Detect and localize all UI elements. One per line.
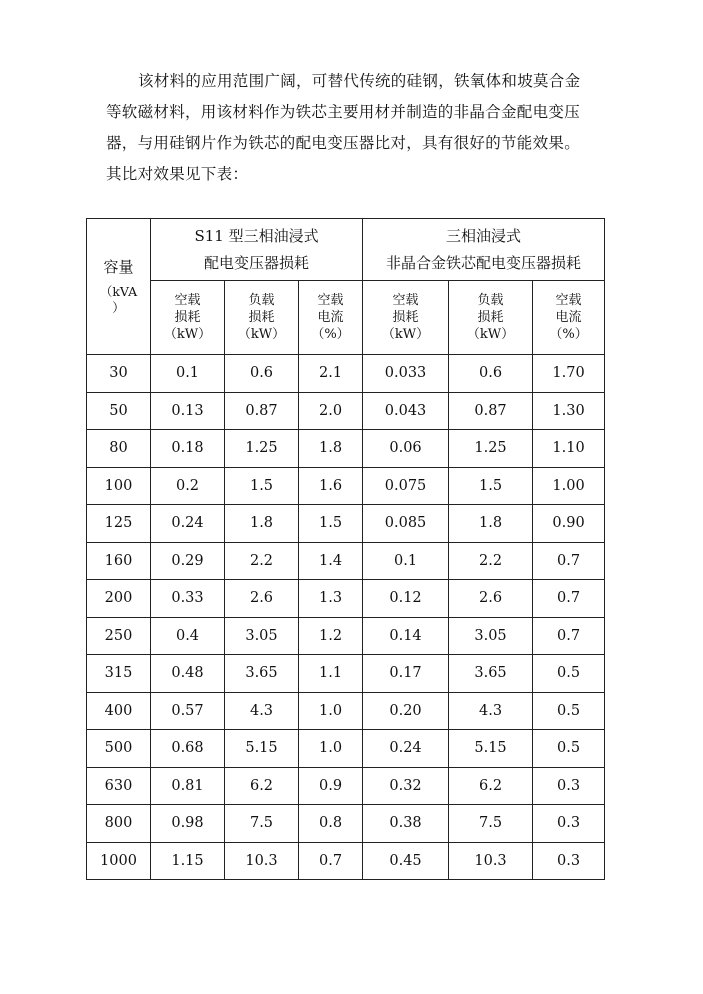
table-row (87, 617, 605, 655)
value-cell: 0.13 (151, 392, 225, 430)
value-cell: 1.0 (299, 730, 363, 768)
amorphous-group-line2: 非晶合金铁芯配电变压器损耗 (386, 253, 582, 272)
table-body (87, 355, 605, 880)
capacity-unit-line1: （kVA (99, 283, 138, 299)
sub-header-line2: 损耗 (174, 310, 201, 325)
value-cell: 0.1 (363, 542, 449, 580)
amorphous-group-header (363, 219, 605, 281)
value-cell: 1.25 (225, 430, 299, 468)
capacity-cell: 315 (87, 655, 151, 693)
value-cell: 1.8 (449, 505, 533, 543)
sub-header-cell (151, 281, 225, 355)
value-cell: 0.033 (363, 355, 449, 393)
capacity-cell: 400 (87, 692, 151, 730)
capacity-cell: 200 (87, 580, 151, 618)
intro-paragraph (106, 66, 590, 190)
value-cell: 1.8 (299, 430, 363, 468)
table-row (87, 505, 605, 543)
sub-header-cell (225, 281, 299, 355)
capacity-cell: 500 (87, 730, 151, 768)
value-cell: 1.6 (299, 467, 363, 505)
intro-paragraph-text: 该材料的应用范围广阔，可替代传统的硅钢，铁氧体和坡莫合金等软磁材料，用该材料作为铁芯主要用材并制造的非晶合金配电变压器，与用硅钢片作为铁芯的配电变压器比对，具有很好的节能效果。其比对效果见下表： (106, 72, 581, 183)
value-cell: 0.043 (363, 392, 449, 430)
value-cell: 0.32 (363, 767, 449, 805)
value-cell: 1.1 (299, 655, 363, 693)
value-cell: 0.29 (151, 542, 225, 580)
table-row (87, 767, 605, 805)
sub-header-line3: （kW） (381, 327, 430, 342)
value-cell: 0.6 (225, 355, 299, 393)
capacity-label: 容量 (103, 257, 134, 276)
value-cell: 0.12 (363, 580, 449, 618)
value-cell: 0.6 (449, 355, 533, 393)
value-cell: 0.7 (533, 580, 605, 618)
value-cell: 0.7 (299, 842, 363, 880)
value-cell: 4.3 (449, 692, 533, 730)
value-cell: 1.3 (299, 580, 363, 618)
value-cell: 5.15 (449, 730, 533, 768)
table-row (87, 392, 605, 430)
value-cell: 2.2 (449, 542, 533, 580)
value-cell: 1.5 (299, 505, 363, 543)
capacity-cell: 800 (87, 805, 151, 843)
value-cell: 0.45 (363, 842, 449, 880)
table-row (87, 805, 605, 843)
sub-header-line2: 电流 (317, 310, 344, 325)
value-cell: 0.24 (363, 730, 449, 768)
value-cell: 3.65 (449, 655, 533, 693)
value-cell: 0.5 (533, 692, 605, 730)
value-cell: 0.38 (363, 805, 449, 843)
value-cell: 7.5 (449, 805, 533, 843)
value-cell: 1.30 (533, 392, 605, 430)
capacity-cell: 630 (87, 767, 151, 805)
value-cell: 0.81 (151, 767, 225, 805)
value-cell: 0.33 (151, 580, 225, 618)
sub-header-line1: 空载 (392, 293, 419, 308)
value-cell: 0.48 (151, 655, 225, 693)
sub-header-line2: 损耗 (392, 310, 419, 325)
value-cell: 0.98 (151, 805, 225, 843)
s11-group-line2: 配电变压器损耗 (204, 253, 310, 272)
value-cell: 5.15 (225, 730, 299, 768)
capacity-cell: 160 (87, 542, 151, 580)
value-cell: 3.65 (225, 655, 299, 693)
value-cell: 1.25 (449, 430, 533, 468)
sub-header-line1: 空载 (317, 293, 344, 308)
value-cell: 0.5 (533, 655, 605, 693)
value-cell: 1.4 (299, 542, 363, 580)
capacity-cell: 250 (87, 617, 151, 655)
sub-header-line3: （%） (549, 327, 588, 342)
value-cell: 0.3 (533, 767, 605, 805)
sub-header-line1: 空载 (174, 293, 201, 308)
sub-header-line3: （kW） (237, 327, 286, 342)
value-cell: 0.06 (363, 430, 449, 468)
value-cell: 1.2 (299, 617, 363, 655)
sub-header-cell (449, 281, 533, 355)
value-cell: 0.9 (299, 767, 363, 805)
value-cell: 1.0 (299, 692, 363, 730)
value-cell: 0.24 (151, 505, 225, 543)
value-cell: 2.6 (449, 580, 533, 618)
value-cell: 1.10 (533, 430, 605, 468)
sub-header-line1: 空载 (555, 293, 582, 308)
sub-header-line2: 电流 (555, 310, 582, 325)
value-cell: 0.085 (363, 505, 449, 543)
value-cell: 0.7 (533, 542, 605, 580)
table-row (87, 730, 605, 768)
sub-header-line2: 损耗 (477, 310, 504, 325)
value-cell: 0.7 (533, 617, 605, 655)
value-cell: 0.4 (151, 617, 225, 655)
capacity-cell: 80 (87, 430, 151, 468)
sub-header-cell (533, 281, 605, 355)
value-cell: 0.17 (363, 655, 449, 693)
table-row (87, 842, 605, 880)
table-row (87, 355, 605, 393)
s11-group-header (151, 219, 363, 281)
capacity-cell: 30 (87, 355, 151, 393)
value-cell: 1.5 (449, 467, 533, 505)
sub-header-row (87, 281, 605, 355)
value-cell: 0.20 (363, 692, 449, 730)
sub-header-line3: （kW） (466, 327, 515, 342)
value-cell: 2.6 (225, 580, 299, 618)
value-cell: 0.18 (151, 430, 225, 468)
value-cell: 0.87 (449, 392, 533, 430)
amorphous-group-line1: 三相油浸式 (446, 226, 522, 245)
sub-header-line2: 损耗 (248, 310, 275, 325)
value-cell: 0.075 (363, 467, 449, 505)
table-row (87, 542, 605, 580)
value-cell: 10.3 (449, 842, 533, 880)
value-cell: 7.5 (225, 805, 299, 843)
value-cell: 0.2 (151, 467, 225, 505)
value-cell: 0.87 (225, 392, 299, 430)
value-cell: 10.3 (225, 842, 299, 880)
table-row (87, 430, 605, 468)
value-cell: 0.3 (533, 805, 605, 843)
capacity-unit-line2: ） (112, 299, 125, 315)
value-cell: 0.8 (299, 805, 363, 843)
value-cell: 0.90 (533, 505, 605, 543)
table-row (87, 580, 605, 618)
capacity-header (87, 219, 151, 355)
sub-header-cell (299, 281, 363, 355)
capacity-cell: 1000 (87, 842, 151, 880)
value-cell: 2.0 (299, 392, 363, 430)
table-row (87, 467, 605, 505)
table-row (87, 655, 605, 693)
sub-header-line1: 负载 (248, 293, 275, 308)
value-cell: 2.2 (225, 542, 299, 580)
transformer-loss-table (86, 218, 605, 880)
value-cell: 0.3 (533, 842, 605, 880)
s11-group-line1: S11 型三相油浸式 (194, 226, 319, 245)
sub-header-line1: 负载 (477, 293, 504, 308)
value-cell: 1.5 (225, 467, 299, 505)
capacity-cell: 100 (87, 467, 151, 505)
value-cell: 0.5 (533, 730, 605, 768)
sub-header-cell (363, 281, 449, 355)
value-cell: 0.68 (151, 730, 225, 768)
value-cell: 6.2 (225, 767, 299, 805)
value-cell: 1.15 (151, 842, 225, 880)
value-cell: 3.05 (225, 617, 299, 655)
value-cell: 0.1 (151, 355, 225, 393)
sub-header-line3: （%） (311, 327, 350, 342)
value-cell: 1.8 (225, 505, 299, 543)
value-cell: 3.05 (449, 617, 533, 655)
value-cell: 0.14 (363, 617, 449, 655)
value-cell: 1.70 (533, 355, 605, 393)
capacity-cell: 50 (87, 392, 151, 430)
table-row (87, 692, 605, 730)
value-cell: 2.1 (299, 355, 363, 393)
value-cell: 0.57 (151, 692, 225, 730)
value-cell: 6.2 (449, 767, 533, 805)
value-cell: 1.00 (533, 467, 605, 505)
sub-header-line3: （kW） (163, 327, 212, 342)
value-cell: 4.3 (225, 692, 299, 730)
capacity-cell: 125 (87, 505, 151, 543)
